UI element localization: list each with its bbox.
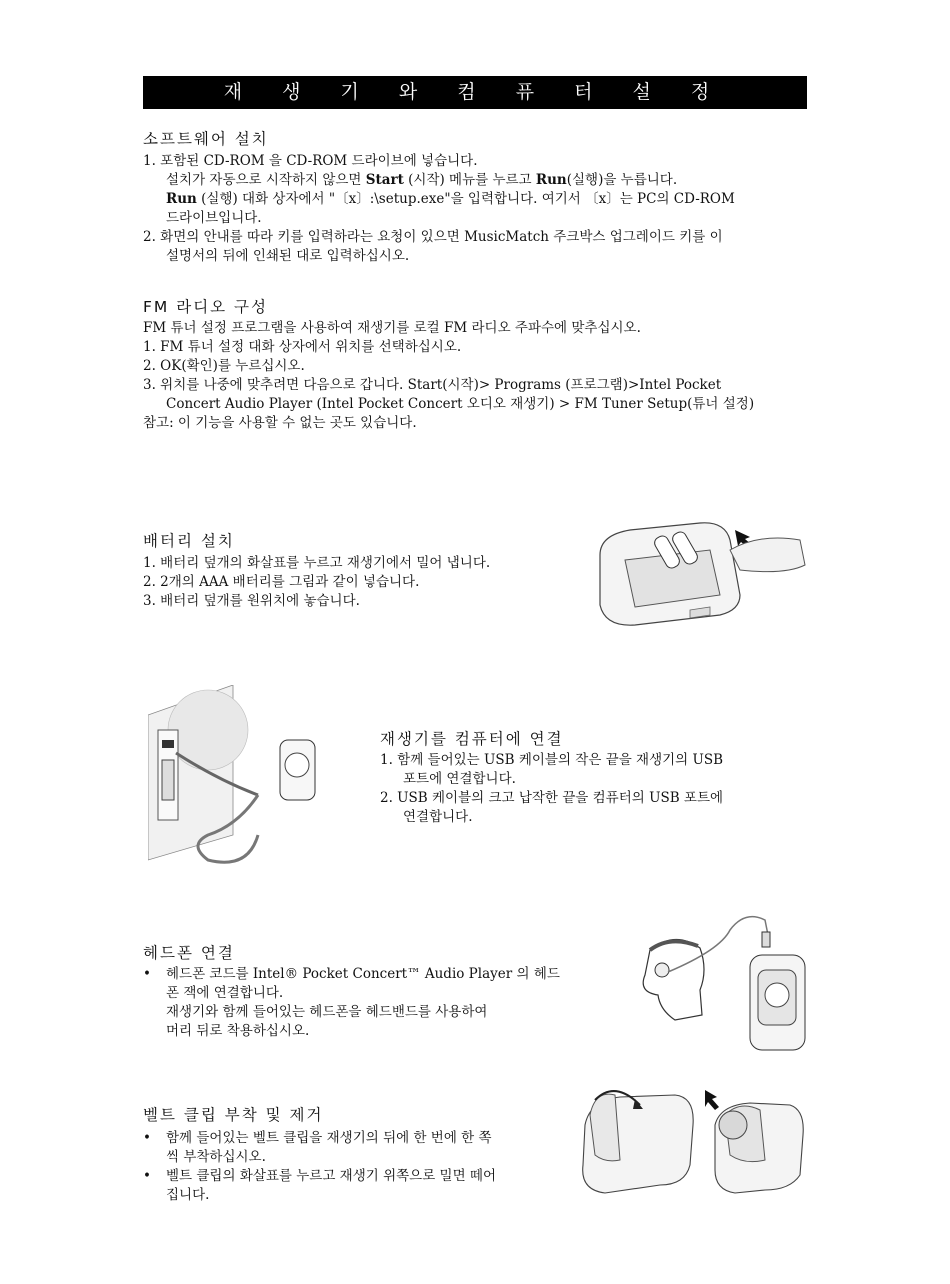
fm-heading: FM 라디오 구성 (143, 298, 269, 316)
fm-intro: FM 튜너 설정 프로그램을 사용하여 재생기를 로컬 FM 라디오 주파수에 맞추십시오. (143, 320, 641, 336)
belt-bullet-2: • 벨트 클립의 화살표를 누르고 재생기 위쪽으로 밀면 떼어 (143, 1168, 496, 1184)
battery-illustration (590, 515, 810, 635)
belt-clip-illustration (575, 1085, 810, 1205)
connect-heading: 재생기를 컴퓨터에 연결 (380, 730, 564, 748)
software-step-2: 2. 화면의 안내를 따라 키를 입력하라는 요청이 있으면 MusicMatch 주크박스 업그레이드 키를 이 (143, 229, 723, 245)
software-heading: 소프트웨어 설치 (143, 130, 269, 148)
fm-step-2: 2. OK(확인)를 누르십시오. (143, 358, 305, 374)
connect-step-2: 2. USB 케이블의 크고 납작한 끝을 컴퓨터의 USB 포트에 (380, 790, 724, 806)
software-step-2-end: 설명서의 뒤에 인쇄된 대로 입력하십시오. (166, 248, 410, 264)
headphone-heading: 헤드폰 연결 (143, 944, 235, 962)
battery-step-1: 1. 배터리 덮개의 화살표를 누르고 재생기에서 밀어 냅니다. (143, 555, 491, 571)
software-step-1-detail: 설치가 자동으로 시작하지 않으면 Start (시작) 메뉴를 누르고 Run(실행)을 누릅니다. (166, 172, 678, 188)
software-step-1-end: 드라이브입니다. (166, 210, 262, 226)
fm-note: 참고: 이 기능을 사용할 수 없는 곳도 있습니다. (143, 415, 417, 431)
fm-step-3-end: Concert Audio Player (Intel Pocket Concert 오디오 재생기) > FM Tuner Setup(튜너 설정) (166, 396, 755, 412)
battery-step-3: 3. 배터리 덮개를 원위치에 놓습니다. (143, 593, 360, 609)
fm-section (143, 319, 754, 433)
headphone-bullet-1-line-2: 폰 잭에 연결합니다. (166, 985, 284, 1001)
page-title: 재 생 기 와 컴 퓨 터 설 정 (143, 76, 807, 109)
headphone-section (143, 965, 560, 1041)
battery-heading: 배터리 설치 (143, 532, 235, 550)
belt-bullet-1: • 함께 들어있는 벨트 클립을 재생기의 뒤에 한 번에 한 쪽 (143, 1130, 492, 1146)
usb-illustration (148, 685, 348, 885)
belt-bullet-1-end: 씩 부착하십시오. (166, 1149, 266, 1165)
headphone-bullet-1: • 헤드폰 코드를 Intel® Pocket Concert™ Audio Player 의 헤드 (143, 966, 560, 982)
battery-step-2: 2. 2개의 AAA 배터리를 그림과 같이 넣습니다. (143, 574, 420, 590)
fm-step-1: 1. FM 튜너 설정 대화 상자에서 위치를 선택하십시오. (143, 339, 462, 355)
headphone-bullet-1-line-3: 재생기와 함께 들어있는 헤드폰을 헤드밴드를 사용하여 (166, 1004, 488, 1020)
software-step-1: 1. 포함된 CD-ROM 을 CD-ROM 드라이브에 넣습니다. (143, 153, 478, 169)
headphone-bullet-1-line-4: 머리 뒤로 착용하십시오. (166, 1023, 310, 1039)
belt-bullet-2-end: 집니다. (166, 1187, 210, 1203)
belt-heading: 벨트 클립 부착 및 제거 (143, 1106, 324, 1124)
headphone-illustration (630, 910, 810, 1060)
software-section (143, 152, 735, 266)
battery-section (143, 554, 490, 611)
connect-step-1-end: 포트에 연결합니다. (403, 771, 516, 787)
connect-section (380, 751, 723, 827)
fm-step-3: 3. 위치를 나중에 맞추려면 다음으로 갑니다. Start(시작)> Programs (프로그램)>Intel Pocket (143, 377, 722, 393)
connect-step-1: 1. 함께 들어있는 USB 케이블의 작은 끝을 재생기의 USB (380, 752, 724, 768)
software-step-1-run: Run (실행) 대화 상자에서 "〔x〕:\setup.exe"을 입력합니다. 여기서 〔x〕는 PC의 CD-ROM (166, 191, 735, 207)
connect-step-2-end: 연결합니다. (403, 809, 473, 825)
belt-section (143, 1129, 496, 1205)
